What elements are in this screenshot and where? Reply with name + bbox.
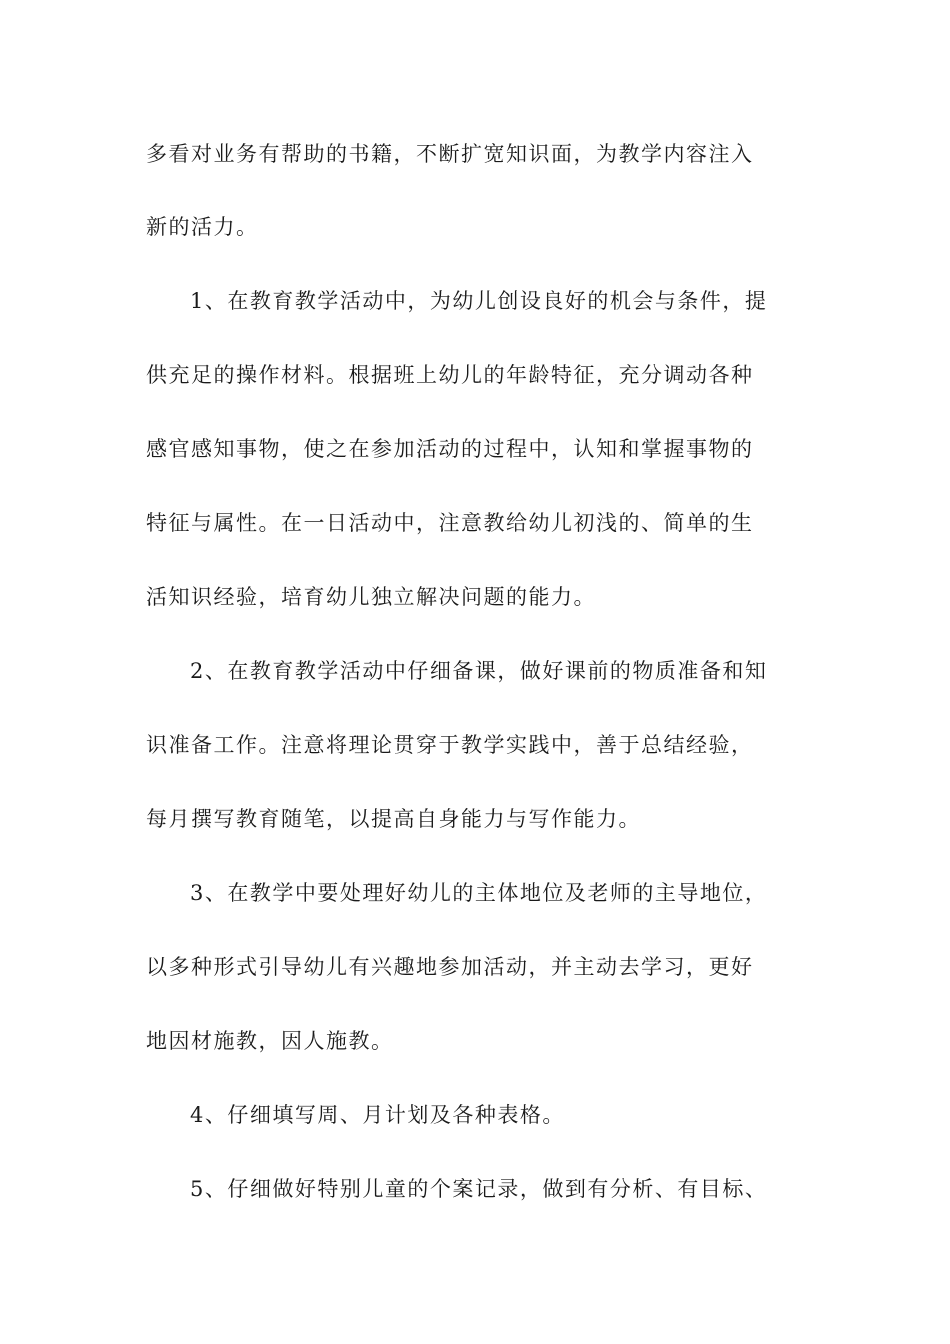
text-line: 以多种形式引导幼儿有兴趣地参加活动，并主动去学习，更好	[146, 955, 754, 979]
text-line: 识准备工作。注意将理论贯穿于教学实践中，善于总结经验，	[146, 733, 754, 757]
text-line: 活知识经验，培育幼儿独立解决问题的能力。	[146, 585, 596, 609]
list-item-3-line: 3、在教学中要处理好幼儿的主体地位及老师的主导地位，	[190, 881, 768, 905]
list-item-2-line: 2、在教育教学活动中仔细备课，做好课前的物质准备和知	[190, 659, 768, 683]
list-item-1-line: 1、在教育教学活动中，为幼儿创设良好的机会与条件，提	[190, 289, 768, 313]
text-line: 地因材施教，因人施教。	[146, 1029, 394, 1053]
text-line: 供充足的操作材料。根据班上幼儿的年龄特征，充分调动各种	[146, 363, 754, 387]
text-line: 多看对业务有帮助的书籍，不断扩宽知识面，为教学内容注入	[146, 142, 754, 166]
list-item-4-line: 4、仔细填写周、月计划及各种表格。	[190, 1103, 565, 1127]
text-line: 每月撰写教育随笔，以提高自身能力与写作能力。	[146, 807, 641, 831]
text-line: 新的活力。	[146, 215, 259, 239]
text-line: 感官感知事物，使之在参加活动的过程中，认知和掌握事物的	[146, 437, 754, 461]
list-item-5-line: 5、仔细做好特别儿童的个案记录，做到有分析、有目标、	[190, 1177, 768, 1201]
text-line: 特征与属性。在一日活动中，注意教给幼儿初浅的、简单的生	[146, 511, 754, 535]
